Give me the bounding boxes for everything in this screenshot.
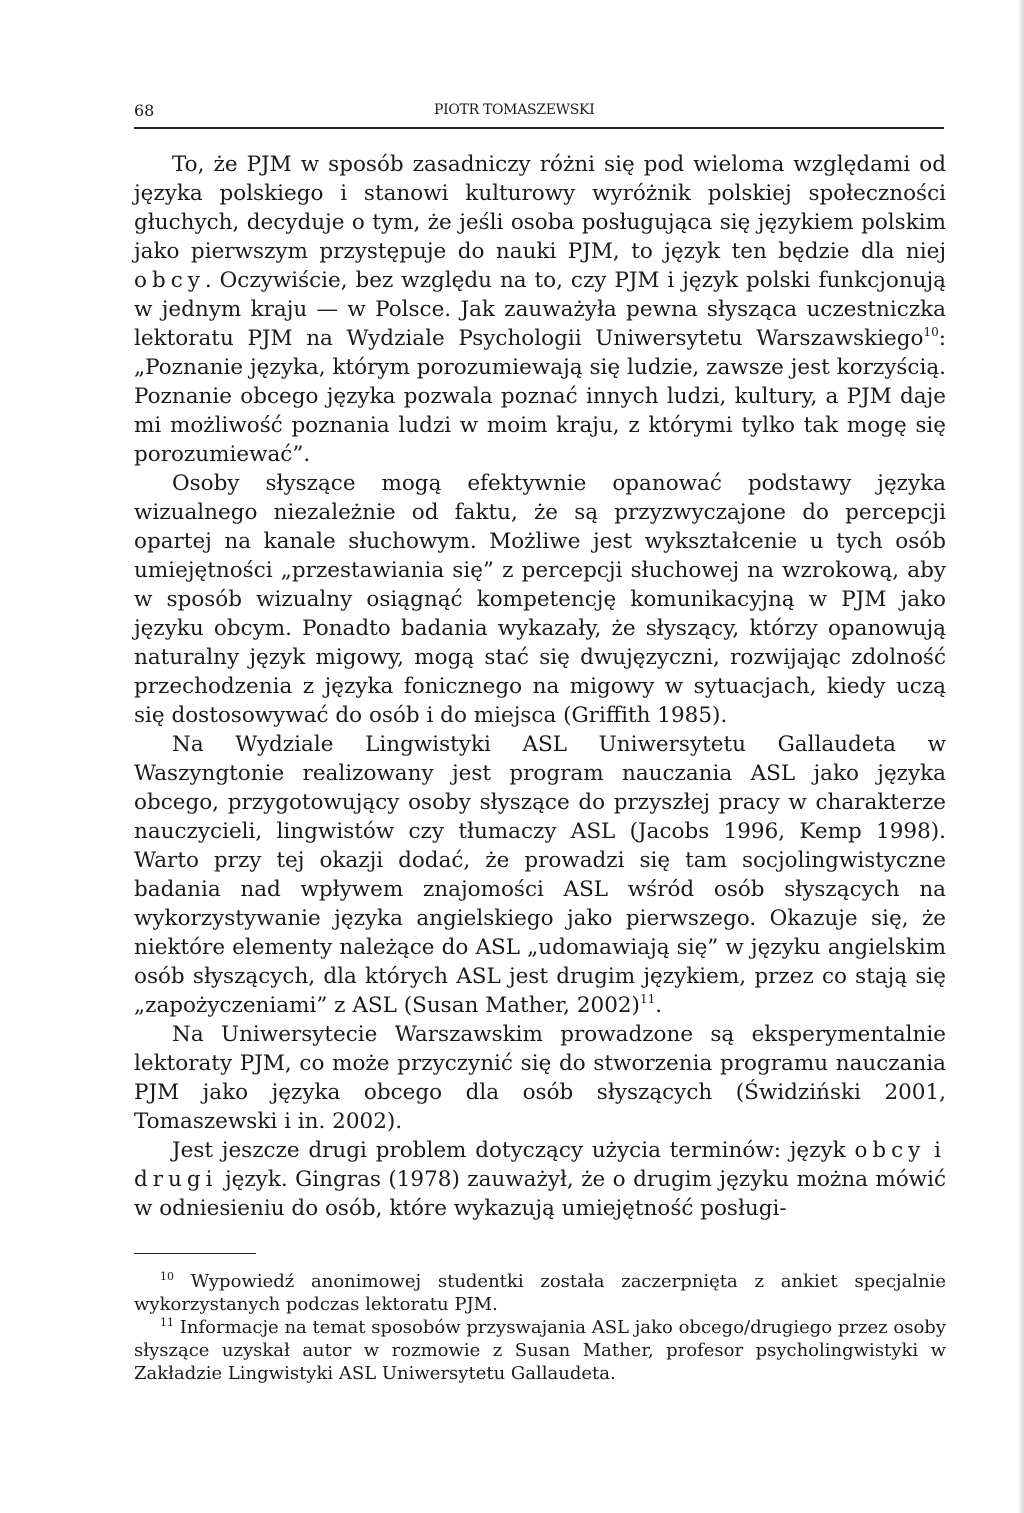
paragraph-1-text-b: . Oczywiście, bez względu na to, czy PJM i język polski funkcjonują w jednym kraju — w Polsce. Jak zauważyła pewna słysząca uczestniczka lektoratu PJM na Wydziale Psychologii Uniwersytetu Warszawskiego (134, 268, 946, 351)
page-number: 68 (134, 101, 155, 120)
footnote-marker-11: 11 (160, 1316, 174, 1329)
paragraph-3-text-a: Na Wydziale Lingwistyki ASL Uniwersytetu Gallaudeta w Waszyngtonie realizowany jest program nauczania ASL jako języka obcego, przygotowujący osoby słyszące do przyszłej pracy w charakterze nauczycieli, lingwistów czy tłumaczy ASL (Jacobs 1996, Kemp 1998). Warto przy tej okazji dodać, że prowadzi się tam socjolingwistyczne badania nad wpływem znajomości ASL wśród osób słyszących na wykorzystywanie języka angielskiego jako pierwszego. Okazuje się, że niektóre elementy należące do ASL „udomawiają się” w języku angielskim osób słyszących, dla których ASL jest drugim językiem, przez co stają się „zapożyczeniami” z ASL (Susan Mather, 2002) (134, 732, 946, 1018)
paragraph-1-text-a: To, że PJM w sposób zasadniczy różni się pod wieloma względami od języka polskiego i stanowi kulturowy wyróżnik polskiej społeczności głuchych, decyduje o tym, że jeśli osoba posługująca się językiem polskim jako pierwszym przystępuje do nauki PJM, to język ten będzie dla niej (134, 152, 946, 264)
main-text (134, 150, 946, 1223)
footnotes (134, 1270, 946, 1385)
paragraph-1-text-c: : „Poznanie języka, którym porozumiewają się ludzie, zawsze jest korzyścią. Poznanie obcego języka pozwala poznać innych ludzi, kultury, a PJM daje mi możliwość poznania ludzi w moim kraju, z którymi tylko tak mogę się porozumiewać”. (134, 326, 946, 467)
paragraph-1 (134, 150, 946, 469)
page-edge-shadow (1018, 0, 1024, 1513)
paragraph-5-text-a: Jest jeszcze drugi problem dotyczący użycia terminów: język (172, 1138, 855, 1163)
paragraph-3 (134, 730, 946, 1020)
spaced-term-i-drugi: i drugi (134, 1138, 947, 1192)
spaced-term-obcy-2: obcy (854, 1138, 926, 1163)
paragraph-2: Osoby słyszące mogą efektywnie opanować podstawy języka wizualnego niezależnie od faktu, że są przyzwyczajone do percepcji opartej na kanale słuchowym. Możliwe jest wykształcenie u tych osób umiejętności „przestawiania się” z percepcji słuchowej na wzrokową, aby w sposób wizualny osiągnąć kompetencję komunikacyjną w PJM jako języku obcym. Ponadto badania wykazały, że słyszący, którzy opanowują naturalny język migowy, mogą stać się dwujęzyczni, rozwijając zdolność przechodzenia z języka fonicznego na migowy w sytuacjach, kiedy uczą się dostosowywać do osób i do miejsca (Griffith 1985). (134, 471, 946, 728)
footnote-marker-10: 10 (160, 1270, 174, 1283)
spaced-term-obcy: obcy (134, 268, 205, 293)
paragraph-4: Na Uniwersytecie Warszawskim prowadzone są eksperymentalnie lektoraty PJM, co może przyczynić się do stworzenia programu nauczania PJM jako języka obcego dla osób słyszących (Świdziński 2001, Tomaszewski i in. 2002). (134, 1022, 946, 1134)
running-header (134, 99, 944, 129)
footnote-separator (134, 1253, 256, 1254)
paragraph-5 (134, 1136, 946, 1223)
footnote-10 (134, 1270, 946, 1316)
footnote-ref-11: 11 (639, 992, 656, 1006)
paragraph-5-text-b: język. Gingras (1978) zauważył, że o drugim języku można mówić w odniesieniu do osób, które wykazują umiejętność posługi- (134, 1167, 946, 1221)
footnote-ref-10: 10 (923, 325, 939, 339)
paragraph-3-text-b: . (655, 993, 663, 1018)
footnote-11-text: Informacje na temat sposobów przyswajania ASL jako obcego/drugiego przez osoby słyszące uzyskał autor w rozmowie z Susan Mather, profesor psycholingwistyki w Zakładzie Lingwistyki ASL Uniwersytetu Gallaudeta. (134, 1317, 946, 1384)
footnote-11 (134, 1316, 946, 1385)
running-head-author: PIOTR TOMASZEWSKI (434, 102, 595, 118)
footnote-10-text: Wypowiedź anonimowej studentki została zaczerpnięta z ankiet specjalnie wykorzystanych podczas lektoratu PJM. (134, 1271, 946, 1315)
paragraph-5-text-mid (925, 1138, 934, 1163)
